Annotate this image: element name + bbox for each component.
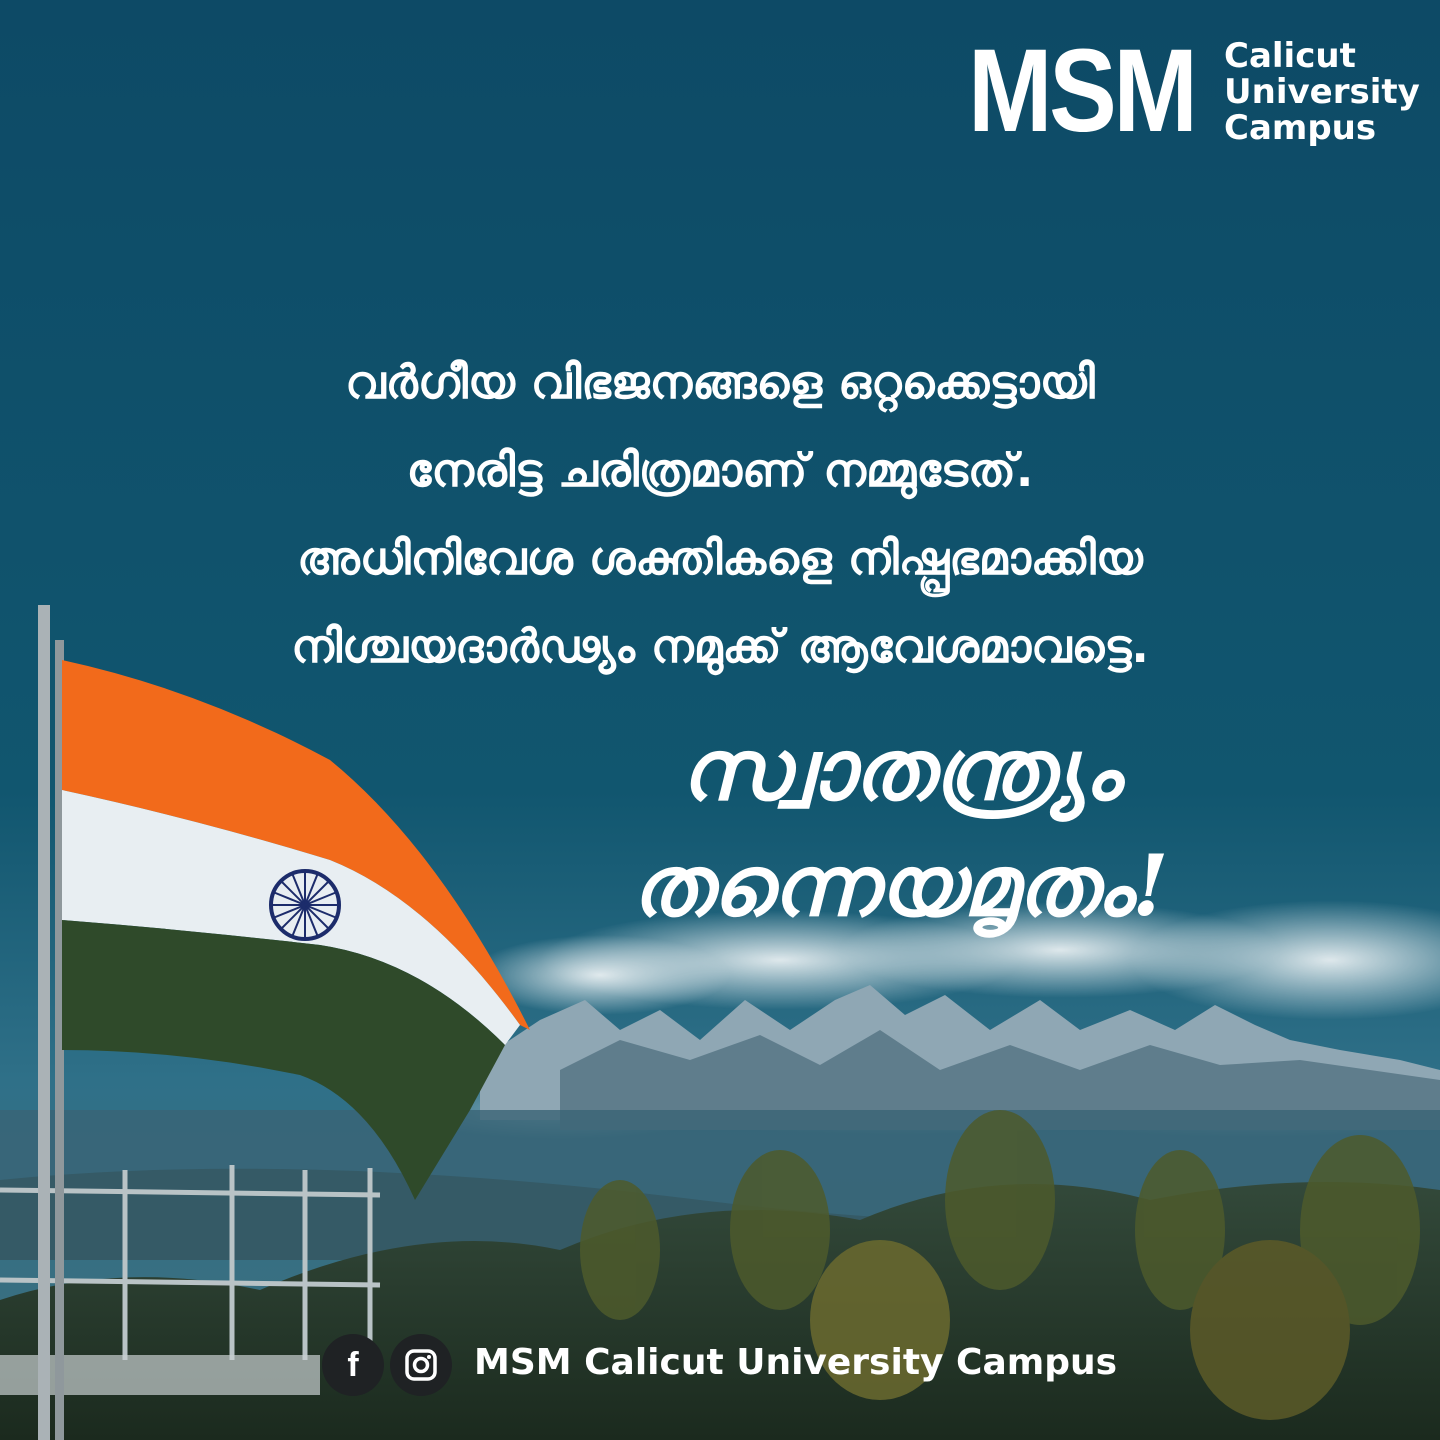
message-line-2: നേരിട്ട ചരിത്രമാണ് നമ്മുടേത്.: [406, 443, 1034, 497]
facebook-icon[interactable]: [322, 1334, 384, 1396]
greeting-calligraphy: [520, 712, 1280, 944]
logo-subtitle: [1224, 38, 1420, 146]
instagram-icon[interactable]: [390, 1334, 452, 1396]
logo-line-2: University: [1224, 72, 1420, 112]
message-line-4: നിശ്ചയദാർഢ്യം നമുക്ക് ആവേശമാവട്ടെ.: [291, 619, 1149, 673]
message-line-1: വർഗീയ വിഭജനങ്ങളെ ഒറ്റക്കെട്ടായി: [345, 355, 1095, 409]
footer-page-name: MSM Calicut University Campus: [474, 1342, 1118, 1383]
greeting-line-1: സ്വാതന്ത്ര്യം: [680, 720, 1120, 819]
facebook-glyph: f: [347, 1345, 359, 1384]
message-text: [100, 338, 1340, 690]
msm-logo: [968, 25, 1424, 157]
message-line-3: അധിനിവേശ ശക്തികളെ നിഷ്പ്രഭമാക്കിയ: [297, 531, 1143, 585]
social-footer: [322, 1334, 1162, 1398]
logo-line-3: Campus: [1224, 108, 1377, 148]
flag-pole: [38, 605, 50, 1440]
logo-line-1: Calicut: [1224, 36, 1356, 76]
logo-mark: MSM: [968, 25, 1195, 157]
instagram-glyph: [404, 1348, 438, 1382]
greeting-line-2: തന്നെയമൃതം!: [631, 836, 1169, 935]
